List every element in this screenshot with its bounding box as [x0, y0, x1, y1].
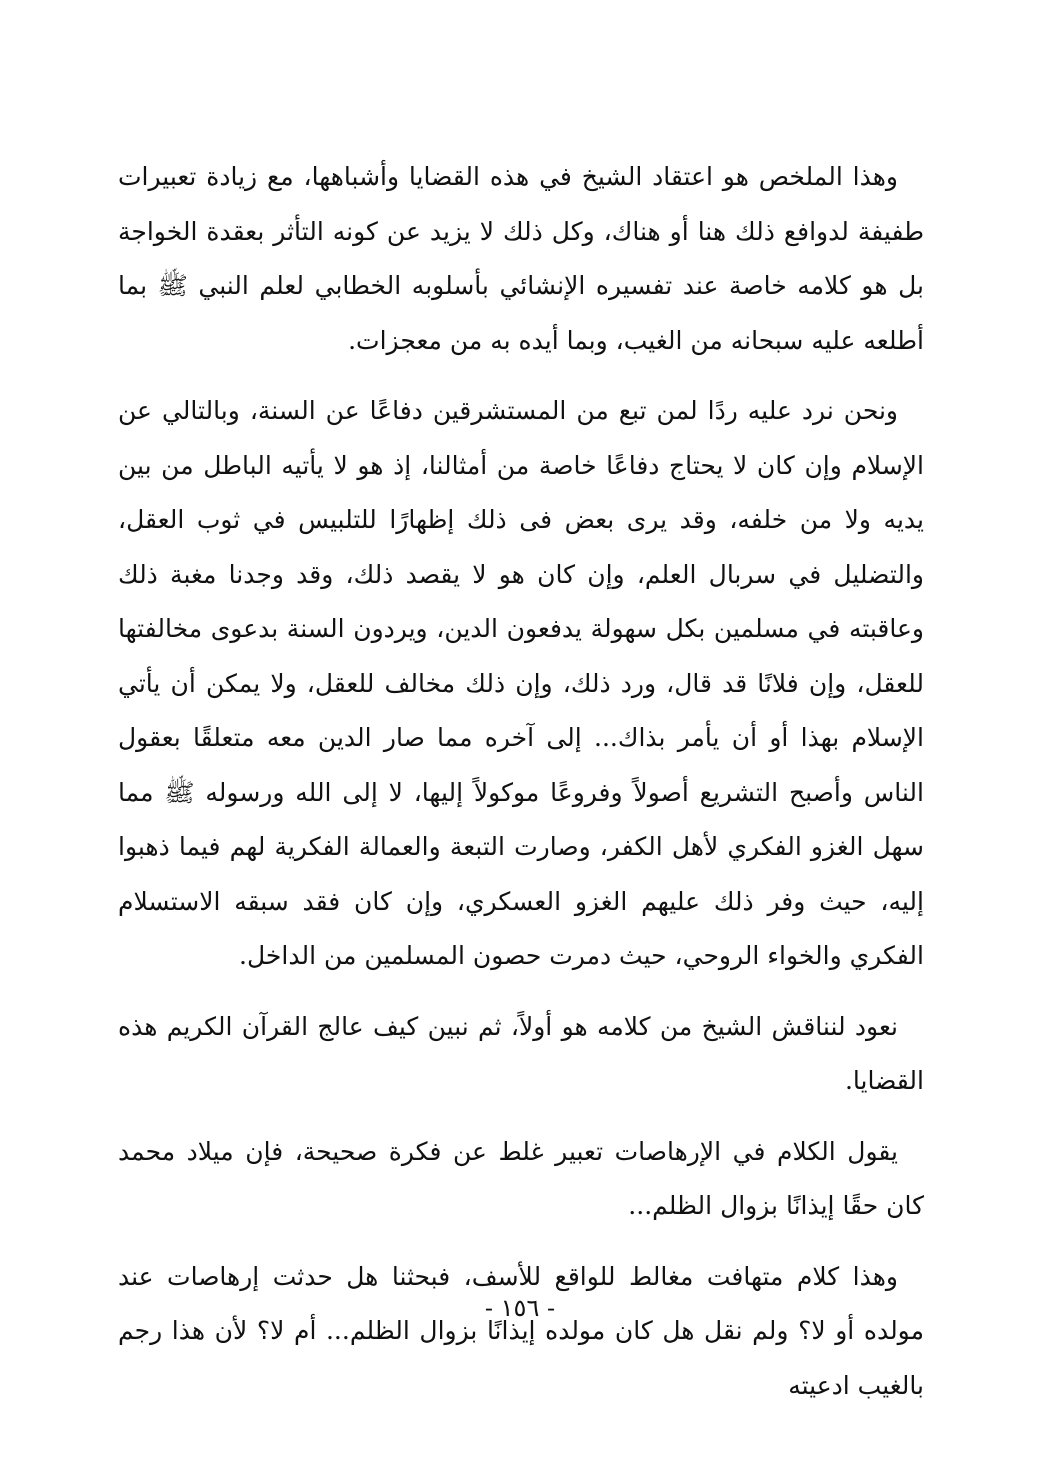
body-text	[118, 150, 924, 1413]
paragraph-1: وهذا الملخص هو اعتقاد الشيخ في هذه القضايا وأشباهها، مع زيادة تعبيرات طفيفة لدوافع ذلك هنا أو هناك، وكل ذلك لا يزيد عن كونه التأثر بعقدة الخواجة بل هو كلامه خاصة عند تفسيره الإنشائي بأسلوبه الخطابي لعلم النبي ﷺ بما أطلعه عليه سبحانه من الغيب، وبما أيده به من معجزات.	[118, 162, 924, 355]
paragraph-4: يقول الكلام في الإرهاصات تعبير غلط عن فكرة صحيحة، فإن ميلاد محمد كان حقًا إيذانًا بزوال الظلم...	[118, 1136, 924, 1220]
paragraph-5: وهذا كلام متهافت مغالط للواقع للأسف، فبحثنا هل حدثت إرهاصات عند مولده أو لا؟ ولم نقل هل كان مولده إيذانًا بزوال الظلم... أم لا؟ لأن هذا رجم بالغيب ادعيته	[118, 1261, 924, 1400]
page-number: - ١٥٦ -	[484, 1294, 556, 1322]
paragraph-3: نعود لنناقش الشيخ من كلامه هو أولاً، ثم نبين كيف عالج القرآن الكريم هذه القضايا.	[118, 1011, 924, 1095]
paragraph-2: ونحن نرد عليه ردًا لمن تبع من المستشرقين دفاعًا عن السنة، وبالتالي عن الإسلام وإن كان لا يحتاج دفاعًا خاصة من أمثالنا، إذ هو لا يأتيه الباطل من بين يديه ولا من خلفه، وقد يرى بعض فى ذلك إظهارًا للتلبيس في ثوب العقل، والتضليل في سربال العلم، وإن كان هو لا يقصد ذلك، وقد وجدنا مغبة ذلك وعاقبته في مسلمين بكل سهولة يدفعون الدين، ويردون السنة بدعوى مخالفتها للعقل، وإن فلانًا قد قال، ورد ذلك، وإن ذلك مخالف للعقل، ولا يمكن أن يأتي الإسلام بهذا أو أن يأمر بذاك... إلى آخره مما صار الدين معه متعلقًا بعقول الناس وأصبح التشريع أصولاً وفروعًا موكولاً إليها، لا إلى الله ورسوله ﷺ مما سهل الغزو الفكري لأهل الكفر، وصارت التبعة والعمالة الفكرية لهم فيما ذهبوا إليه، حيث وفر ذلك عليهم الغزو العسكري، وإن كان فقد سبقه الاستسلام الفكري والخواء الروحي، حيث دمرت حصون المسلمين من الداخل.	[118, 396, 924, 970]
